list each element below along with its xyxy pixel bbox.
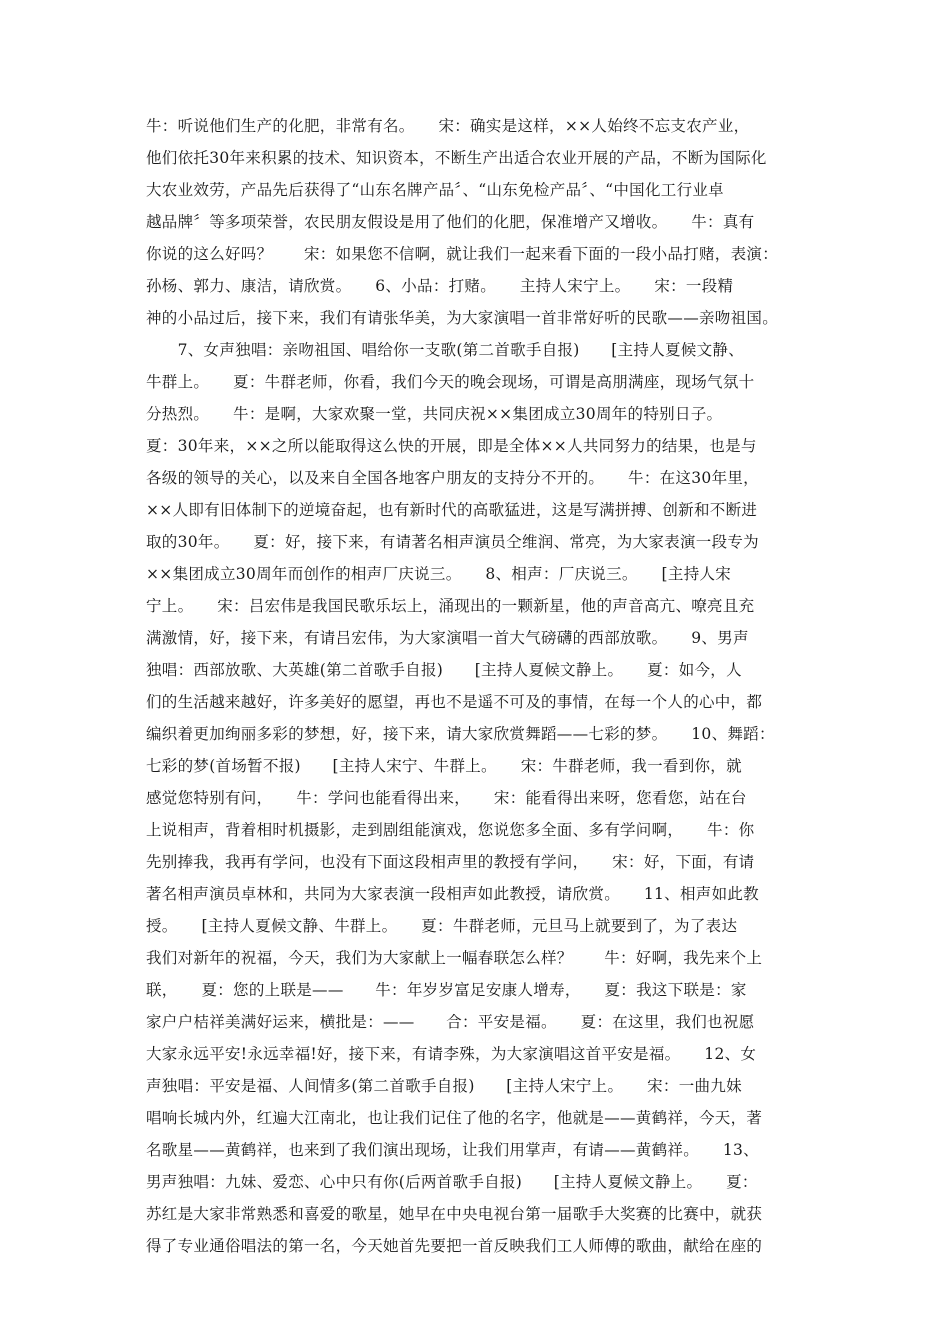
text-line: 苏红是大家非常熟悉和喜爱的歌星，她早在中央电视台第一届歌手大奖赛的比赛中，就获: [146, 1205, 763, 1223]
text-line: 声独唱：平安是福、人间情多(第二首歌手自报) [主持人宋宁上。 宋：一曲九妹: [146, 1077, 742, 1095]
text-line: 男声独唱：九妹、爱恋、心中只有你(后两首歌手自报) [主持人夏候文静上。 夏：: [146, 1173, 758, 1191]
text-line: ××人即有旧体制下的逆境奋起，也有新时代的高歌猛进，这是写满拼搏、创新和不断进: [146, 501, 758, 519]
text-line: 夏：30年来，××之所以能取得这么快的开展，即是全体××人共同努力的结果，也是与: [146, 437, 757, 455]
text-line: 家户户桔祥美满好运来，横批是：—— 合：平安是福。 夏：在这里，我们也祝愿: [146, 1013, 755, 1031]
text-line: 名歌星——黄鹤祥，也来到了我们演出现场，让我们用掌声，有请——黄鹤祥。 13、: [146, 1141, 759, 1159]
text-line: 联， 夏：您的上联是—— 牛：年岁岁富足安康人增寿， 夏：我这下联是：家: [146, 981, 747, 999]
text-line: 你说的这么好吗？ 宋：如果您不信啊，就让我们一起来看下面的一段小品打赌，表演：: [146, 245, 779, 263]
text-line: 分热烈。 牛：是啊，大家欢聚一堂，共同庆祝××集团成立30周年的特别日子。: [146, 405, 747, 423]
text-line: 大农业效劳，产品先后获得了“山东名牌产品〞、“山东免检产品〞、“中国化工行业卓: [146, 181, 724, 199]
text-line: 授。 [主持人夏候文静、牛群上。 夏：牛群老师，元旦马上就要到了，为了表达: [146, 917, 738, 935]
text-line: 们的生活越来越好，许多美好的愿望，再也不是遥不可及的事情，在每一个人的心中，都: [146, 693, 763, 711]
text-line: 上说相声，背着相时机摄影，走到剧组能演戏，您说您多全面、多有学问啊， 牛：你: [146, 821, 755, 839]
text-line: 编织着更加绚丽多彩的梦想，好，接下来，请大家欣赏舞蹈——七彩的梦。 10、舞蹈：: [146, 725, 775, 743]
text-line: 七彩的梦(首场暂不报) [主持人宋宁、牛群上。 宋：牛群老师，我一看到你，就: [146, 757, 742, 775]
text-line: ××集团成立30周年而创作的相声厂庆说三。 8、相声：厂庆说三。 [主持人宋: [146, 565, 732, 583]
text-line: 越品牌〞等多项荣誉，农民朋友假设是用了他们的化肥，保准增产又增收。 牛：真有: [146, 213, 755, 231]
text-line: 著名相声演员卓林和，共同为大家表演一段相声如此教授，请欣赏。 11、相声如此教: [146, 885, 759, 903]
text-line: 他们依托30年来积累的技术、知识资本，不断生产出适合农业开展的产品，不断为国际化: [146, 149, 767, 167]
text-line: 各级的领导的关心，以及来自全国各地客户朋友的支持分不开的。 牛：在这30年里，: [146, 469, 759, 487]
text-line: 先别捧我，我再有学问，也没有下面这段相声里的教授有学问， 宋：好，下面，有请: [146, 853, 755, 871]
text-line: 牛：听说他们生产的化肥，非常有名。 宋：确实是这样，××人始终不忘支农产业，: [146, 117, 750, 135]
text-line: 神的小品过后，接下来，我们有请张华美，为大家演唱一首非常好听的民歌——亲吻祖国。: [146, 309, 779, 327]
text-line: 宁上。 宋：吕宏伟是我国民歌乐坛上，涌现出的一颗新星，他的声音高亢、嘹亮且充: [146, 597, 755, 615]
text-line: 感觉您特别有问， 牛：学问也能看得出来， 宋：能看得出来呀，您看您，站在台: [146, 789, 747, 807]
text-line: 独唱：西部放歌、大英雄(第二首歌手自报) [主持人夏候文静上。 夏：如今，人: [146, 661, 742, 679]
text-line: 我们对新年的祝福，今天，我们为大家献上一幅春联怎么样？ 牛：好啊，我先来个上: [146, 949, 763, 967]
text-line: 大家永远平安!永远幸福!好，接下来，有请李殊，为大家演唱这首平安是福。 12、女: [146, 1045, 757, 1063]
text-line: 满激情，好，接下来，有请吕宏伟，为大家演唱一首大气磅礴的西部放歌。 9、男声: [146, 629, 749, 647]
text-line: 唱响长城内外，红遍大江南北，也让我们记住了他的名字，他就是——黄鹤祥，今天，著: [146, 1109, 763, 1127]
text-line: 7、女声独唱：亲吻祖国、唱给你一支歌(第二首歌手自报) [主持人夏候文静、: [146, 341, 745, 359]
text-line: 得了专业通俗唱法的第一名，今天她首先要把一首反映我们工人师傅的歌曲，献给在座的: [146, 1237, 763, 1255]
text-line: 牛群上。 夏：牛群老师，你看，我们今天的晚会现场，可谓是高朋满座，现场气氛十: [146, 373, 755, 391]
text-line: 孙杨、郭力、康洁，请欣赏。 6、小品：打赌。 主持人宋宁上。 宋：一段精: [146, 277, 734, 295]
text-line: 取的30年。 夏：好，接下来，有请著名相声演员仝维润、常亮，为大家表演一段专为: [146, 533, 759, 551]
